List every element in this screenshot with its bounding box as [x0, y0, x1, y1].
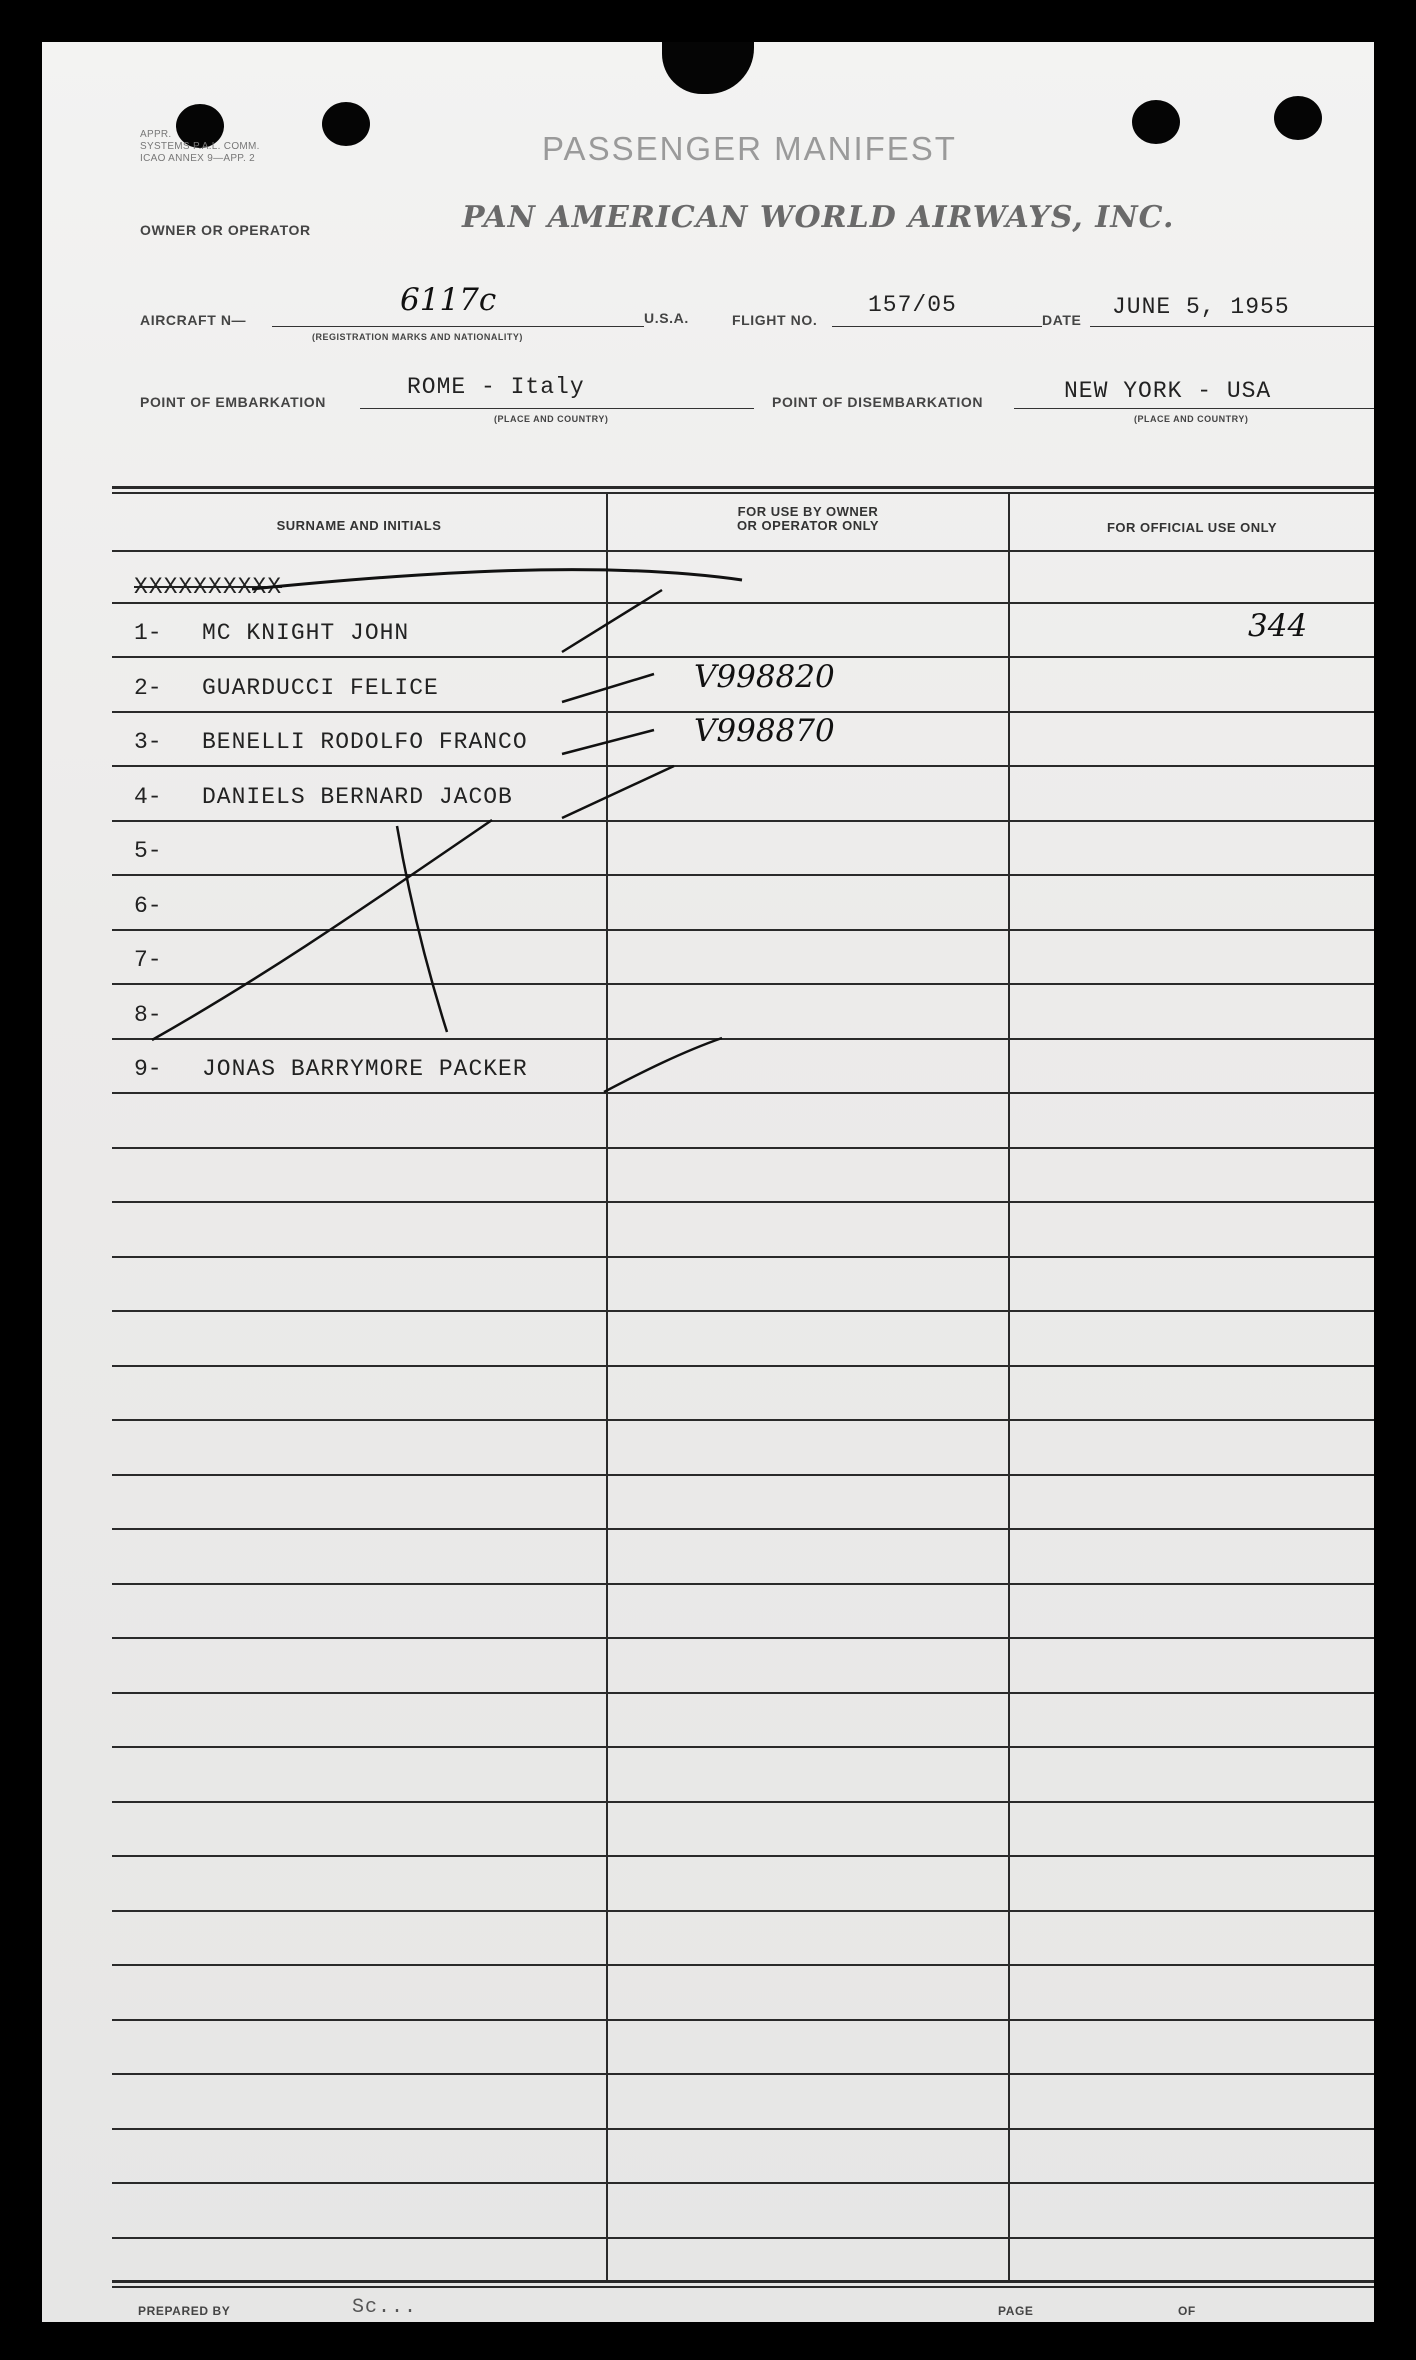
- ruled-line: [112, 1964, 1374, 1966]
- owner-entry: V998870: [694, 713, 835, 749]
- embark-label: POINT OF EMBARKATION: [140, 394, 326, 410]
- ruled-line: [112, 2237, 1374, 2239]
- owner-label: OWNER OR OPERATOR: [140, 222, 311, 238]
- ruled-line: [112, 1092, 1374, 1094]
- col-header-owner-1: FOR USE BY OWNER: [737, 504, 879, 519]
- passenger-name: MC KNIGHT JOHN: [202, 620, 410, 646]
- passenger-name: BENELLI RODOLFO FRANCO: [202, 729, 528, 755]
- table-bottom-rule: [112, 2280, 1374, 2283]
- ruled-line: [112, 1256, 1374, 1258]
- disembark-caption: (PLACE AND COUNTRY): [1134, 414, 1249, 424]
- corner-note-2: SYSTEMS P.A.L. COMM.: [140, 141, 260, 152]
- date-underline: [1090, 326, 1374, 327]
- date-value: JUNE 5, 1955: [1112, 294, 1290, 320]
- ruled-line: [112, 1692, 1374, 1694]
- ruled-line: [112, 2019, 1374, 2021]
- ruled-line: [112, 656, 1374, 658]
- page-title: PASSENGER MANIFEST: [542, 130, 957, 167]
- of-label: OF: [1178, 2304, 1196, 2318]
- ruled-line: [112, 820, 1374, 822]
- punch-hole: [1274, 96, 1322, 140]
- check-mark: [604, 1038, 722, 1092]
- column-divider: [1008, 492, 1010, 2280]
- check-mark: [562, 590, 662, 652]
- ruled-line: [112, 2182, 1374, 2184]
- ruled-line: [112, 1201, 1374, 1203]
- torn-notch: [662, 42, 754, 94]
- row-number: 8-: [134, 1002, 162, 1028]
- ruled-line: [112, 602, 1374, 604]
- ruled-line: [112, 1365, 1374, 1367]
- ruled-line: [112, 1310, 1374, 1312]
- disembark-label: POINT OF DISEMBARKATION: [772, 394, 984, 410]
- ruled-line: [112, 983, 1374, 985]
- prepared-label: PREPARED BY: [138, 2304, 231, 2318]
- official-entry: 344: [1248, 608, 1308, 644]
- ruled-line: [112, 874, 1374, 876]
- aircraft-value: 6117c: [400, 282, 497, 318]
- passenger-name: JONAS BARRYMORE PACKER: [202, 1056, 528, 1082]
- column-divider: [606, 492, 608, 2280]
- table-top-rule: [112, 492, 1374, 494]
- ruled-line: [112, 1474, 1374, 1476]
- date-label: DATE: [1042, 312, 1082, 328]
- nationality: U.S.A.: [644, 310, 689, 326]
- struck-line: XXXXXXXXXX: [134, 574, 283, 600]
- check-mark: [562, 674, 654, 702]
- ruled-line: [112, 1038, 1374, 1040]
- col-header-official: FOR OFFICIAL USE ONLY: [1106, 520, 1278, 535]
- disembark-underline: [1014, 408, 1374, 409]
- check-mark: [562, 766, 674, 818]
- row-number: 7-: [134, 947, 162, 973]
- ruled-line: [112, 1801, 1374, 1803]
- strike-through-mark: [252, 570, 742, 589]
- airline-name: PAN AMERICAN WORLD AIRWAYS, INC.: [462, 200, 1175, 235]
- embark-value: ROME - Italy: [407, 374, 585, 400]
- row-number: 3-: [134, 729, 162, 755]
- owner-entry: V998820: [694, 659, 835, 695]
- ruled-line: [112, 1637, 1374, 1639]
- ruled-line: [112, 1419, 1374, 1421]
- corner-note-3: ICAO ANNEX 9—APP. 2: [140, 153, 256, 164]
- ruled-line: [112, 1855, 1374, 1857]
- ruled-line: [112, 2073, 1374, 2075]
- disembark-value: NEW YORK - USA: [1064, 378, 1272, 404]
- corner-note-1: APPR.: [140, 129, 172, 140]
- punch-hole: [322, 102, 370, 146]
- ruled-line: [112, 1528, 1374, 1530]
- row-number: 4-: [134, 784, 162, 810]
- ruled-line: [112, 1583, 1374, 1585]
- prepared-value: Sc...: [352, 2296, 418, 2319]
- row-number: 5-: [134, 838, 162, 864]
- manifest-sheet: [42, 42, 1374, 2322]
- ruled-line: [112, 1746, 1374, 1748]
- ruled-line: [112, 1910, 1374, 1912]
- flight-underline: [832, 326, 1042, 327]
- ruled-line: [112, 765, 1374, 767]
- embark-caption: (PLACE AND COUNTRY): [494, 414, 609, 424]
- passenger-name: GUARDUCCI FELICE: [202, 675, 439, 701]
- table-bottom-rule: [112, 2286, 1374, 2288]
- col-header-owner-2: OR OPERATOR ONLY: [736, 518, 880, 533]
- page-label: PAGE: [998, 2304, 1034, 2318]
- row-number: 9-: [134, 1056, 162, 1082]
- aircraft-caption: (REGISTRATION MARKS AND NATIONALITY): [312, 332, 523, 342]
- aircraft-underline: [272, 326, 644, 327]
- ruled-line: [112, 711, 1374, 713]
- table-top-rule: [112, 486, 1374, 489]
- row-number: 1-: [134, 620, 162, 646]
- ruled-line: [112, 1147, 1374, 1149]
- ruled-line: [112, 550, 1374, 552]
- row-number: 2-: [134, 675, 162, 701]
- col-header-names: SURNAME AND INITIALS: [276, 518, 442, 533]
- aircraft-label: AIRCRAFT N—: [140, 312, 247, 328]
- passenger-name: DANIELS BERNARD JACOB: [202, 784, 513, 810]
- flight-label: FLIGHT NO.: [732, 312, 818, 328]
- flight-value: 157/05: [868, 292, 957, 318]
- embark-underline: [360, 408, 754, 409]
- punch-hole: [1132, 100, 1180, 144]
- ruled-line: [112, 2128, 1374, 2130]
- ruled-line: [112, 929, 1374, 931]
- check-mark: [562, 730, 654, 754]
- row-number: 6-: [134, 893, 162, 919]
